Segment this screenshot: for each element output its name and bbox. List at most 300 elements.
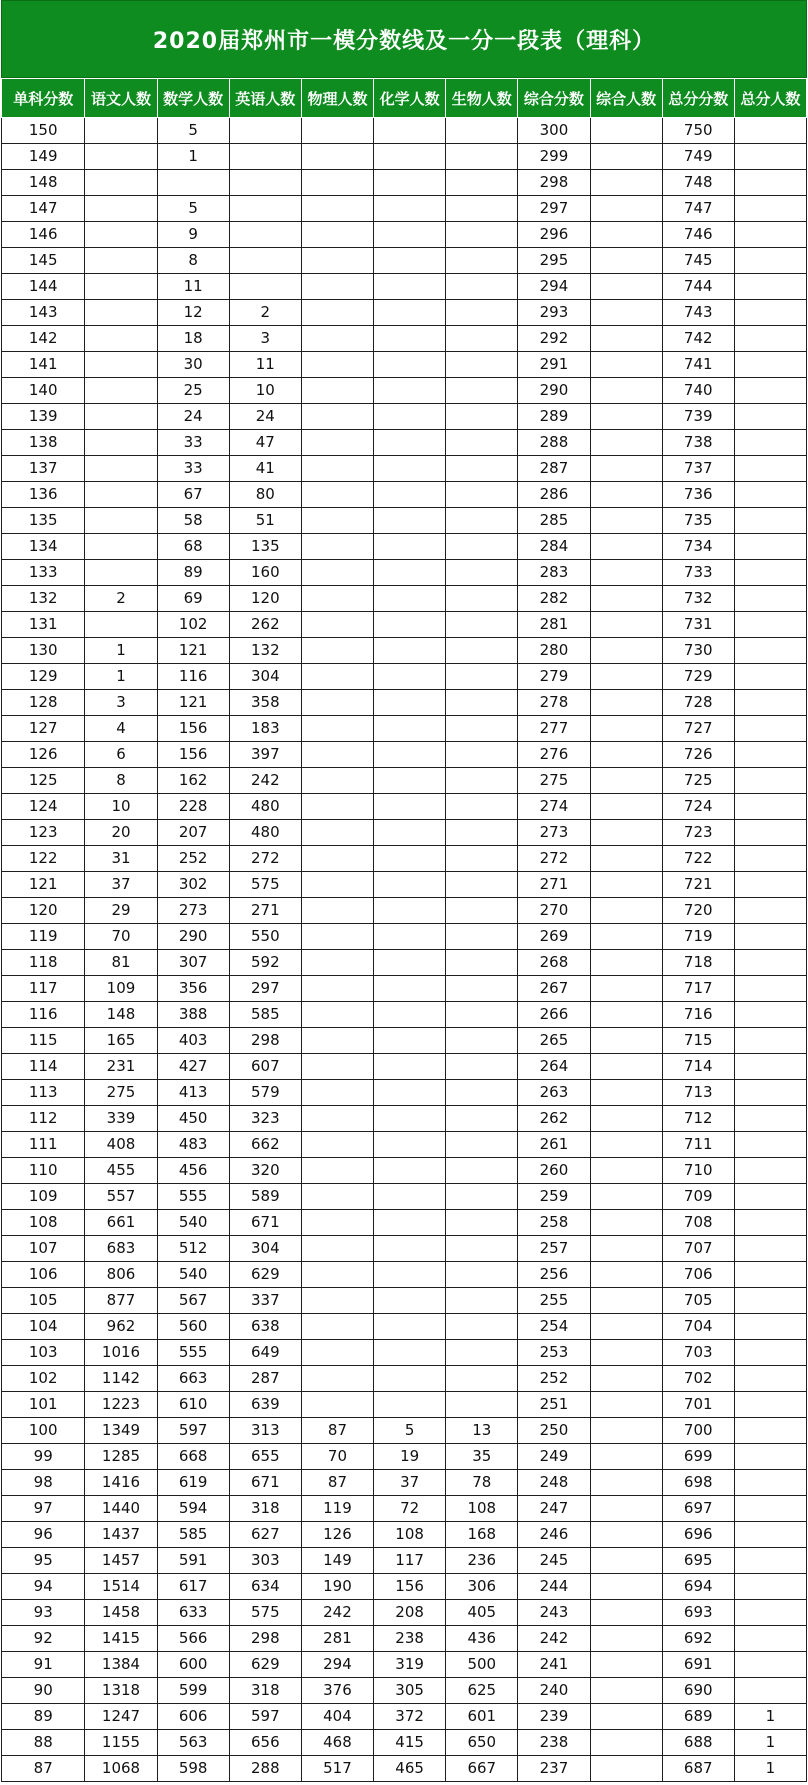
table-cell: 711 bbox=[662, 1132, 734, 1158]
table-cell: 262 bbox=[518, 1106, 590, 1132]
table-cell bbox=[301, 1184, 373, 1210]
table-cell: 135 bbox=[2, 508, 85, 534]
table-cell bbox=[301, 430, 373, 456]
table-cell: 619 bbox=[157, 1470, 229, 1496]
table-cell bbox=[374, 846, 446, 872]
table-row bbox=[2, 1340, 807, 1366]
table-cell bbox=[734, 1106, 806, 1132]
table-cell: 13 bbox=[446, 1418, 518, 1444]
table-cell: 165 bbox=[85, 1028, 157, 1054]
table-cell: 238 bbox=[374, 1626, 446, 1652]
table-cell: 104 bbox=[2, 1314, 85, 1340]
table-cell: 251 bbox=[518, 1392, 590, 1418]
table-cell: 237 bbox=[518, 1756, 590, 1782]
table-cell: 691 bbox=[662, 1652, 734, 1678]
table-cell bbox=[301, 1210, 373, 1236]
table-cell bbox=[301, 924, 373, 950]
table-cell bbox=[85, 378, 157, 404]
table-cell: 103 bbox=[2, 1340, 85, 1366]
table-cell: 726 bbox=[662, 742, 734, 768]
table-cell bbox=[301, 716, 373, 742]
table-cell: 156 bbox=[374, 1574, 446, 1600]
table-cell bbox=[301, 1054, 373, 1080]
table-cell: 692 bbox=[662, 1626, 734, 1652]
table-cell bbox=[301, 404, 373, 430]
table-cell: 1415 bbox=[85, 1626, 157, 1652]
table-cell: 599 bbox=[157, 1678, 229, 1704]
table-cell bbox=[301, 794, 373, 820]
table-cell: 737 bbox=[662, 456, 734, 482]
table-cell bbox=[446, 1366, 518, 1392]
table-cell bbox=[446, 170, 518, 196]
table-cell: 320 bbox=[229, 1158, 301, 1184]
table-cell: 667 bbox=[446, 1756, 518, 1782]
table-cell bbox=[590, 482, 662, 508]
table-cell bbox=[590, 1704, 662, 1730]
table-cell: 228 bbox=[157, 794, 229, 820]
table-cell: 133 bbox=[2, 560, 85, 586]
table-cell bbox=[446, 1392, 518, 1418]
table-cell: 483 bbox=[157, 1132, 229, 1158]
table-cell bbox=[734, 1522, 806, 1548]
table-cell bbox=[374, 1054, 446, 1080]
table-cell bbox=[446, 1262, 518, 1288]
column-header: 综合分数 bbox=[518, 79, 590, 118]
table-cell bbox=[734, 1444, 806, 1470]
table-cell: 262 bbox=[229, 612, 301, 638]
table-cell: 283 bbox=[518, 560, 590, 586]
table-cell bbox=[590, 378, 662, 404]
table-cell: 606 bbox=[157, 1704, 229, 1730]
table-cell bbox=[446, 1054, 518, 1080]
table-cell: 617 bbox=[157, 1574, 229, 1600]
table-cell: 274 bbox=[518, 794, 590, 820]
score-sheet bbox=[1, 0, 807, 1782]
table-cell: 517 bbox=[301, 1756, 373, 1782]
table-cell bbox=[301, 378, 373, 404]
table-cell: 100 bbox=[2, 1418, 85, 1444]
table-cell bbox=[734, 1080, 806, 1106]
table-cell bbox=[590, 118, 662, 144]
table-row bbox=[2, 222, 807, 248]
table-cell bbox=[590, 1418, 662, 1444]
table-cell bbox=[734, 1366, 806, 1392]
table-cell: 261 bbox=[518, 1132, 590, 1158]
table-row bbox=[2, 1288, 807, 1314]
table-cell: 208 bbox=[374, 1600, 446, 1626]
table-cell: 5 bbox=[157, 118, 229, 144]
table-cell: 126 bbox=[2, 742, 85, 768]
table-cell: 242 bbox=[229, 768, 301, 794]
table-cell bbox=[734, 534, 806, 560]
table-cell bbox=[374, 430, 446, 456]
table-row bbox=[2, 144, 807, 170]
table-cell bbox=[374, 898, 446, 924]
table-cell: 339 bbox=[85, 1106, 157, 1132]
table-cell: 122 bbox=[2, 846, 85, 872]
table-cell: 689 bbox=[662, 1704, 734, 1730]
table-cell bbox=[590, 1366, 662, 1392]
table-cell: 293 bbox=[518, 300, 590, 326]
table-cell: 138 bbox=[2, 430, 85, 456]
table-cell: 19 bbox=[374, 1444, 446, 1470]
table-cell: 141 bbox=[2, 352, 85, 378]
table-cell: 254 bbox=[518, 1314, 590, 1340]
table-cell bbox=[734, 144, 806, 170]
table-cell bbox=[590, 1158, 662, 1184]
column-header: 总分分数 bbox=[662, 79, 734, 118]
table-cell bbox=[590, 768, 662, 794]
table-cell: 252 bbox=[157, 846, 229, 872]
table-cell: 962 bbox=[85, 1314, 157, 1340]
table-cell: 718 bbox=[662, 950, 734, 976]
table-cell: 303 bbox=[229, 1548, 301, 1574]
table-cell: 745 bbox=[662, 248, 734, 274]
table-cell: 742 bbox=[662, 326, 734, 352]
table-cell: 119 bbox=[2, 924, 85, 950]
table-cell bbox=[446, 430, 518, 456]
table-cell: 709 bbox=[662, 1184, 734, 1210]
table-cell: 413 bbox=[157, 1080, 229, 1106]
table-cell bbox=[590, 950, 662, 976]
table-cell bbox=[590, 404, 662, 430]
table-cell: 287 bbox=[518, 456, 590, 482]
table-row bbox=[2, 274, 807, 300]
table-cell: 94 bbox=[2, 1574, 85, 1600]
table-cell: 115 bbox=[2, 1028, 85, 1054]
table-cell bbox=[85, 612, 157, 638]
table-cell: 81 bbox=[85, 950, 157, 976]
table-cell: 408 bbox=[85, 1132, 157, 1158]
table-cell: 119 bbox=[301, 1496, 373, 1522]
table-cell: 700 bbox=[662, 1418, 734, 1444]
table-cell: 1384 bbox=[85, 1652, 157, 1678]
table-cell: 113 bbox=[2, 1080, 85, 1106]
table-cell: 723 bbox=[662, 820, 734, 846]
table-cell: 701 bbox=[662, 1392, 734, 1418]
table-cell: 721 bbox=[662, 872, 734, 898]
table-cell: 242 bbox=[518, 1626, 590, 1652]
table-cell: 123 bbox=[2, 820, 85, 846]
table-cell bbox=[590, 1288, 662, 1314]
table-cell: 877 bbox=[85, 1288, 157, 1314]
table-cell: 687 bbox=[662, 1756, 734, 1782]
table-cell: 697 bbox=[662, 1496, 734, 1522]
table-cell: 372 bbox=[374, 1704, 446, 1730]
table-cell: 256 bbox=[518, 1262, 590, 1288]
column-header: 单科分数 bbox=[2, 79, 85, 118]
table-cell: 109 bbox=[85, 976, 157, 1002]
table-cell bbox=[446, 1028, 518, 1054]
table-cell: 80 bbox=[229, 482, 301, 508]
table-row bbox=[2, 690, 807, 716]
table-cell: 277 bbox=[518, 716, 590, 742]
table-cell bbox=[446, 872, 518, 898]
table-cell: 12 bbox=[157, 300, 229, 326]
table-cell bbox=[590, 1132, 662, 1158]
table-cell bbox=[301, 586, 373, 612]
table-cell: 1068 bbox=[85, 1756, 157, 1782]
table-cell: 633 bbox=[157, 1600, 229, 1626]
table-cell: 286 bbox=[518, 482, 590, 508]
table-cell: 722 bbox=[662, 846, 734, 872]
table-cell: 285 bbox=[518, 508, 590, 534]
table-cell bbox=[374, 872, 446, 898]
table-cell: 358 bbox=[229, 690, 301, 716]
table-cell bbox=[734, 1236, 806, 1262]
table-cell bbox=[446, 1184, 518, 1210]
table-cell bbox=[446, 742, 518, 768]
table-cell: 1457 bbox=[85, 1548, 157, 1574]
table-cell: 1 bbox=[734, 1730, 806, 1756]
table-cell bbox=[590, 1444, 662, 1470]
table-cell bbox=[734, 1574, 806, 1600]
table-row bbox=[2, 352, 807, 378]
table-cell bbox=[301, 768, 373, 794]
table-cell bbox=[734, 222, 806, 248]
table-cell: 29 bbox=[85, 898, 157, 924]
table-cell: 279 bbox=[518, 664, 590, 690]
table-cell bbox=[85, 248, 157, 274]
table-cell: 388 bbox=[157, 1002, 229, 1028]
table-cell: 1223 bbox=[85, 1392, 157, 1418]
table-cell: 290 bbox=[157, 924, 229, 950]
table-cell bbox=[229, 170, 301, 196]
table-cell: 35 bbox=[446, 1444, 518, 1470]
table-cell bbox=[301, 1106, 373, 1132]
table-cell: 150 bbox=[2, 118, 85, 144]
table-cell: 356 bbox=[157, 976, 229, 1002]
table-cell bbox=[734, 560, 806, 586]
table-cell: 168 bbox=[446, 1522, 518, 1548]
table-cell bbox=[446, 352, 518, 378]
table-cell: 145 bbox=[2, 248, 85, 274]
table-row bbox=[2, 846, 807, 872]
table-cell: 715 bbox=[662, 1028, 734, 1054]
table-row bbox=[2, 1106, 807, 1132]
table-row bbox=[2, 1158, 807, 1184]
table-cell bbox=[734, 1158, 806, 1184]
table-cell bbox=[446, 716, 518, 742]
table-cell bbox=[734, 1028, 806, 1054]
table-cell: 269 bbox=[518, 924, 590, 950]
table-cell bbox=[734, 1678, 806, 1704]
table-cell: 140 bbox=[2, 378, 85, 404]
table-cell: 156 bbox=[157, 742, 229, 768]
table-cell: 707 bbox=[662, 1236, 734, 1262]
table-cell: 403 bbox=[157, 1028, 229, 1054]
table-cell: 305 bbox=[374, 1678, 446, 1704]
table-row bbox=[2, 118, 807, 144]
table-cell bbox=[734, 1288, 806, 1314]
column-header: 英语人数 bbox=[229, 79, 301, 118]
table-cell: 1458 bbox=[85, 1600, 157, 1626]
table-cell: 102 bbox=[157, 612, 229, 638]
table-cell: 112 bbox=[2, 1106, 85, 1132]
table-cell bbox=[590, 742, 662, 768]
table-cell bbox=[301, 508, 373, 534]
table-cell: 727 bbox=[662, 716, 734, 742]
table-cell bbox=[301, 170, 373, 196]
table-cell: 124 bbox=[2, 794, 85, 820]
table-cell bbox=[301, 1340, 373, 1366]
table-cell: 33 bbox=[157, 430, 229, 456]
table-cell bbox=[590, 1210, 662, 1236]
table-row bbox=[2, 1756, 807, 1782]
table-cell bbox=[590, 1340, 662, 1366]
table-row bbox=[2, 716, 807, 742]
table-cell bbox=[734, 1002, 806, 1028]
table-cell bbox=[734, 1652, 806, 1678]
table-cell: 263 bbox=[518, 1080, 590, 1106]
table-cell bbox=[446, 118, 518, 144]
table-row bbox=[2, 586, 807, 612]
table-cell: 132 bbox=[229, 638, 301, 664]
table-cell: 671 bbox=[229, 1470, 301, 1496]
table-cell bbox=[446, 196, 518, 222]
table-cell: 415 bbox=[374, 1730, 446, 1756]
table-cell: 589 bbox=[229, 1184, 301, 1210]
table-cell: 300 bbox=[518, 118, 590, 144]
table-cell: 5 bbox=[374, 1418, 446, 1444]
table-cell bbox=[446, 612, 518, 638]
table-cell: 728 bbox=[662, 690, 734, 716]
table-cell: 540 bbox=[157, 1262, 229, 1288]
table-cell: 30 bbox=[157, 352, 229, 378]
table-cell bbox=[374, 794, 446, 820]
table-cell: 298 bbox=[229, 1626, 301, 1652]
table-cell bbox=[374, 1158, 446, 1184]
table-cell: 694 bbox=[662, 1574, 734, 1600]
table-cell: 1285 bbox=[85, 1444, 157, 1470]
table-cell bbox=[590, 1236, 662, 1262]
table-cell: 313 bbox=[229, 1418, 301, 1444]
table-cell bbox=[85, 456, 157, 482]
table-row bbox=[2, 1184, 807, 1210]
table-cell: 144 bbox=[2, 274, 85, 300]
table-cell: 597 bbox=[157, 1418, 229, 1444]
table-cell bbox=[734, 326, 806, 352]
table-cell: 4 bbox=[85, 716, 157, 742]
table-cell bbox=[301, 456, 373, 482]
table-cell bbox=[590, 1028, 662, 1054]
table-cell: 629 bbox=[229, 1652, 301, 1678]
table-cell: 747 bbox=[662, 196, 734, 222]
table-cell: 450 bbox=[157, 1106, 229, 1132]
table-row bbox=[2, 170, 807, 196]
table-cell bbox=[301, 846, 373, 872]
table-cell bbox=[374, 1314, 446, 1340]
table-cell bbox=[229, 144, 301, 170]
table-cell: 1437 bbox=[85, 1522, 157, 1548]
table-row bbox=[2, 1314, 807, 1340]
table-cell: 713 bbox=[662, 1080, 734, 1106]
table-cell: 597 bbox=[229, 1704, 301, 1730]
table-cell bbox=[590, 196, 662, 222]
table-cell: 10 bbox=[85, 794, 157, 820]
table-cell: 24 bbox=[229, 404, 301, 430]
table-cell bbox=[590, 534, 662, 560]
table-cell bbox=[734, 742, 806, 768]
table-cell bbox=[734, 1600, 806, 1626]
table-cell: 91 bbox=[2, 1652, 85, 1678]
table-cell: 156 bbox=[157, 716, 229, 742]
table-row bbox=[2, 1548, 807, 1574]
table-cell bbox=[446, 456, 518, 482]
table-cell bbox=[734, 768, 806, 794]
table-row bbox=[2, 638, 807, 664]
table-cell: 125 bbox=[2, 768, 85, 794]
table-cell bbox=[734, 820, 806, 846]
table-cell bbox=[374, 586, 446, 612]
table-cell bbox=[374, 1392, 446, 1418]
table-cell: 3 bbox=[85, 690, 157, 716]
table-cell: 650 bbox=[446, 1730, 518, 1756]
table-cell: 575 bbox=[229, 1600, 301, 1626]
table-cell: 683 bbox=[85, 1236, 157, 1262]
table-row bbox=[2, 456, 807, 482]
table-cell bbox=[590, 1548, 662, 1574]
table-cell bbox=[590, 794, 662, 820]
table-cell: 139 bbox=[2, 404, 85, 430]
table-cell bbox=[374, 1210, 446, 1236]
table-cell: 93 bbox=[2, 1600, 85, 1626]
table-cell bbox=[590, 222, 662, 248]
table-cell bbox=[301, 1236, 373, 1262]
table-cell bbox=[590, 612, 662, 638]
table-cell bbox=[734, 1210, 806, 1236]
table-row bbox=[2, 300, 807, 326]
table-row bbox=[2, 612, 807, 638]
table-cell bbox=[446, 794, 518, 820]
table-cell: 704 bbox=[662, 1314, 734, 1340]
table-cell bbox=[374, 222, 446, 248]
table-cell bbox=[446, 300, 518, 326]
table-row bbox=[2, 1496, 807, 1522]
table-cell bbox=[734, 378, 806, 404]
table-row bbox=[2, 534, 807, 560]
table-cell: 92 bbox=[2, 1626, 85, 1652]
table-row bbox=[2, 248, 807, 274]
table-cell: 121 bbox=[157, 690, 229, 716]
table-cell: 249 bbox=[518, 1444, 590, 1470]
table-cell bbox=[374, 274, 446, 300]
table-row bbox=[2, 1054, 807, 1080]
table-cell: 436 bbox=[446, 1626, 518, 1652]
table-cell: 120 bbox=[229, 586, 301, 612]
table-cell bbox=[734, 1314, 806, 1340]
table-cell: 397 bbox=[229, 742, 301, 768]
table-cell: 693 bbox=[662, 1600, 734, 1626]
table-cell bbox=[374, 664, 446, 690]
table-cell bbox=[85, 144, 157, 170]
table-cell: 108 bbox=[2, 1210, 85, 1236]
table-cell: 134 bbox=[2, 534, 85, 560]
table-cell: 750 bbox=[662, 118, 734, 144]
table-cell: 8 bbox=[157, 248, 229, 274]
table-cell: 512 bbox=[157, 1236, 229, 1262]
table-cell: 297 bbox=[518, 196, 590, 222]
table-cell: 567 bbox=[157, 1288, 229, 1314]
table-cell bbox=[374, 638, 446, 664]
table-cell: 655 bbox=[229, 1444, 301, 1470]
table-cell bbox=[85, 196, 157, 222]
table-cell: 98 bbox=[2, 1470, 85, 1496]
table-cell: 78 bbox=[446, 1470, 518, 1496]
table-cell bbox=[85, 404, 157, 430]
table-cell: 1349 bbox=[85, 1418, 157, 1444]
table-cell bbox=[590, 1600, 662, 1626]
